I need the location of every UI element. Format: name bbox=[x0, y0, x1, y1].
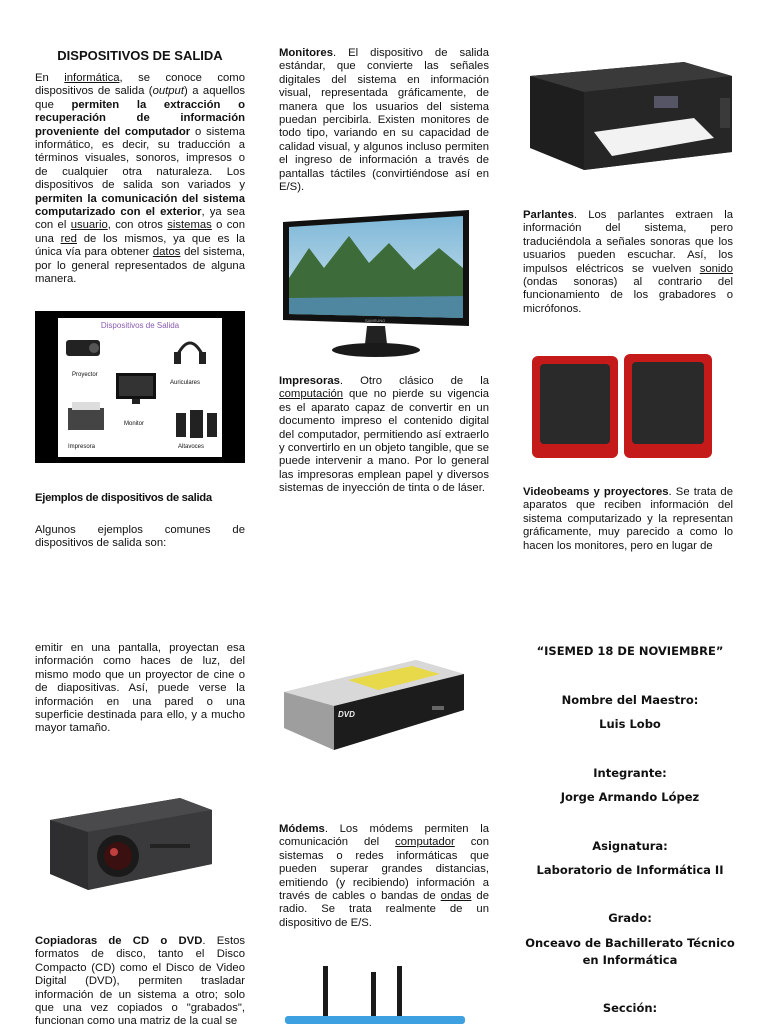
monitor-image bbox=[279, 208, 474, 360]
teacher-name: Luis Lobo bbox=[599, 717, 661, 731]
projector-icon bbox=[66, 340, 100, 356]
printer-image bbox=[524, 60, 736, 172]
label-auriculares: Auriculares bbox=[170, 380, 201, 386]
copiadoras-paragraph: Copiadoras de CD o DVD. Estos formatos de disco, tanto el Disco Compacto (CD) como el Disco de Video Digital (DVD), permiten trasladar información de un sistema a otro; solo que una vez copiados o "grabados", funcionan como una matriz de la cual se bbox=[35, 935, 246, 1028]
modems-paragraph: Módems. Los módems permiten la comunicación del computador con sistemas o redes informáticas que pueden superar grandes distancias, emitiendo (y recibiendo) información a través de cables o bandas de ondas de radio. Se trata realmente de un dispositivo de E/S. bbox=[279, 823, 489, 929]
output-devices-diagram bbox=[35, 311, 245, 463]
grade-name: Onceavo de Bachillerato Técnico en Informática bbox=[525, 936, 735, 967]
subject-name: Laboratorio de Informática II bbox=[536, 863, 724, 877]
grade-label: Grado: bbox=[608, 911, 652, 925]
examples-heading: Ejemplos de dispositivos de salida bbox=[35, 492, 212, 504]
school-name: “ISEMED 18 DE NOVIEMBRE” bbox=[536, 644, 724, 658]
dvd-logo: DVD bbox=[338, 710, 355, 719]
label-impresora: Impresora bbox=[68, 444, 96, 450]
section-label: Sección: bbox=[602, 1001, 658, 1015]
examples-text: Algunos ejemplos comunes de dispositivos de salida son: bbox=[35, 524, 245, 550]
monitores-paragraph: Monitores. El dispositivo de salida estándar, que convierte las señales digitales del sistema en información visual, representada gráficamente, de manera que los usuarios del sistema puedan percibirla. Existen monitores de todo tipo, variando en su capacidad de calidad visual, y algunos incluso permiten el ingreso de información a través de pantallas táctiles (convirtiéndose así en E/S). bbox=[279, 47, 489, 194]
monitor-brand: SAMSUNG bbox=[365, 318, 386, 323]
member-name: Jorge Armando López bbox=[560, 790, 700, 804]
diagram-title: Dispositivos de Salida bbox=[100, 321, 180, 330]
projector-image bbox=[40, 780, 220, 900]
videobeams-continuation: emitir en una pantalla, proyectan esa información como haces de luz, del mismo modo que un proyector de cine o de diapositivas. Así, puede verse la información en una pared o una superficie destinada para ello, y a mucho mayor tamaño. bbox=[35, 642, 245, 735]
headphones-icon bbox=[174, 343, 206, 364]
printer-icon bbox=[68, 402, 104, 430]
subject-label: Asignatura: bbox=[592, 839, 668, 853]
teacher-label: Nombre del Maestro: bbox=[561, 693, 699, 707]
videobeams-paragraph: Videobeams y proyectores. Se trata de aparatos que reciben información del sistema computarizado y la representan gráficamente, muy parecido a como lo hacen los monitores, pero en lugar de bbox=[523, 486, 733, 552]
label-proyector: Proyector bbox=[72, 372, 98, 378]
dvd-drive-image bbox=[282, 658, 466, 762]
impresoras-paragraph: Impresoras. Otro clásico de la computación que no pierde su vigencia es el aparato capaz de convertir en un documento impreso el contenido digital del computador, permitiendo así extraerlo y convertirlo en un objeto tangible, que se puede intervenir a mano. Por lo general las impresoras emplean papel y diversos sistemas de inyección de tinta o de láser. bbox=[279, 375, 489, 495]
parlantes-paragraph: Parlantes. Los parlantes extraen la información del sistema, pero traduciéndola a señales sonoras que los usuarios pueden escuchar. Así, los impulsos eléctricos se vuelven sonido (ondas sonoras) al contrario del funcionamiento de los grabadores o micrófonos. bbox=[523, 209, 733, 315]
speakers-image bbox=[530, 352, 714, 464]
label-monitor: Monitor bbox=[124, 421, 145, 427]
label-altavoces: Altavoces bbox=[178, 444, 205, 450]
speakers-icon bbox=[176, 410, 217, 438]
cover-info bbox=[520, 640, 740, 1024]
monitor-icon bbox=[116, 373, 156, 404]
member-label: Integrante: bbox=[593, 766, 667, 780]
intro-paragraph: En informática, se conoce como dispositivos de salida (output) a aquellos que permiten la extracción o recuperación de información proveniente del computador o sistema informático, es decir, su traducción a términos visuales, sonoros, impresos o de cualquier otra naturaleza. Los dispositivos de salida son variados y permiten la comunicación del sistema computarizado con el exterior, ya sea con el usuario, con otros sistemas o con una red de los mismos, ya que es la única vía para obtener datos del sistema, por lo general representados de alguna manera. bbox=[35, 72, 246, 286]
router-image bbox=[285, 966, 465, 1024]
page-title: DISPOSITIVOS DE SALIDA bbox=[57, 48, 223, 63]
